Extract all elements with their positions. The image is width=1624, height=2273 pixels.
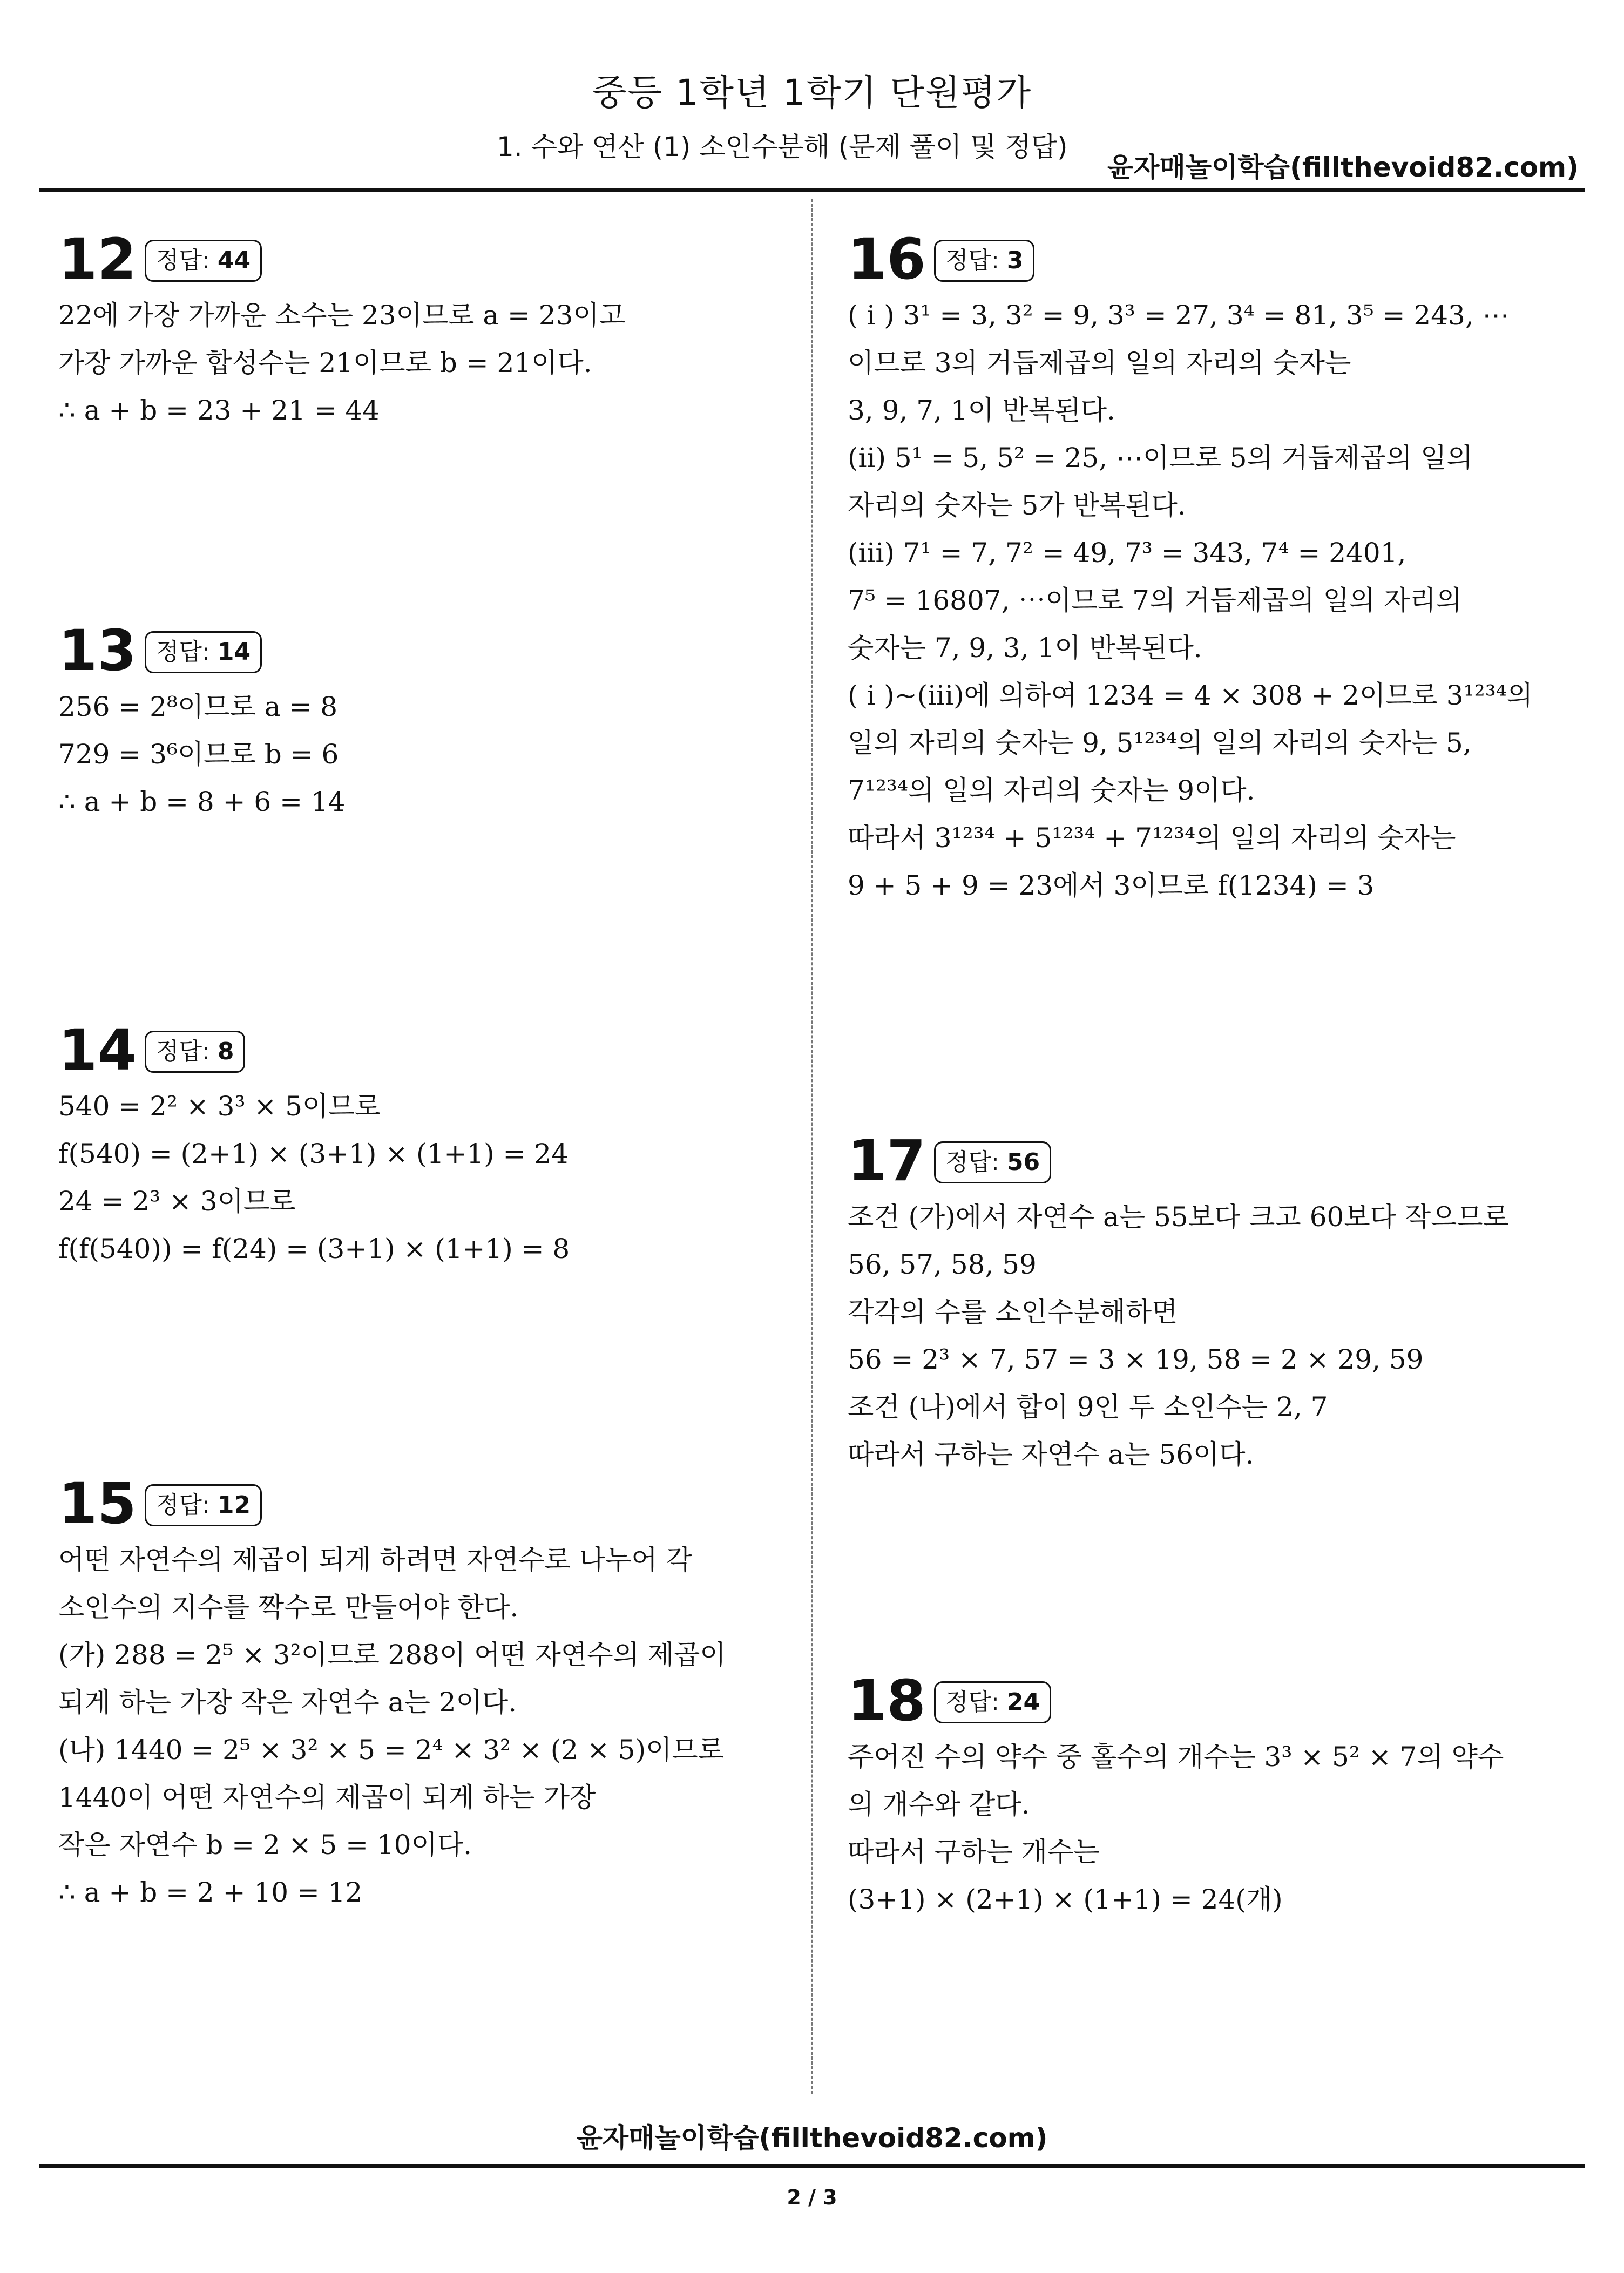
problem-number: 17 (848, 1128, 926, 1194)
solution-line: 7¹²³⁴의 일의 자리의 숫자는 9이다. (848, 775, 1255, 806)
solution-line: (3+1) × (2+1) × (1+1) = 24(개) (848, 1884, 1283, 1915)
solution-line: 작은 자연수 b = 2 × 5 = 10이다. (58, 1829, 472, 1861)
solution-line: 1440이 어떤 자연수의 제곱이 되게 하는 가장 (58, 1782, 596, 1813)
solution-line: 주어진 수의 약수 중 홀수의 개수는 3³ × 5² × 7의 약수 (848, 1741, 1504, 1773)
solution-line: 22에 가장 가까운 소수는 23이므로 a = 23이고 (58, 300, 626, 331)
answer-value: 8 (217, 1038, 234, 1065)
solution-line: 되게 하는 가장 작은 자연수 a는 2이다. (58, 1687, 517, 1718)
answer-badge (934, 1681, 1051, 1723)
answer-label: 정답: (156, 247, 210, 274)
footer-rule (39, 2164, 1585, 2168)
solution-line: 각각의 수를 소인수분해하면 (848, 1296, 1178, 1328)
problem-15 (58, 1471, 726, 1916)
page-header (0, 0, 1624, 194)
problem-number: 14 (58, 1017, 137, 1083)
answer-badge (145, 1031, 245, 1073)
solution-line: f(540) = (2+1) × (3+1) × (1+1) = 24 (58, 1138, 569, 1169)
solution-line: (iii) 7¹ = 7, 7² = 49, 7³ = 343, 7⁴ = 2401, (848, 537, 1406, 569)
problem-17 (848, 1128, 1509, 1478)
answer-badge (934, 240, 1034, 282)
column-divider (811, 199, 813, 2094)
page-subtitle: 1. 수와 연산 (1) 소인수분해 (문제 풀이 및 정답) (497, 131, 1068, 163)
solution-line: 자리의 숫자는 5가 반복된다. (848, 490, 1186, 521)
answer-label: 정답: (945, 1688, 999, 1716)
problem-12 (58, 227, 625, 434)
solution-line: 729 = 3⁶이므로 b = 6 (58, 739, 339, 770)
solution-line: 조건 (나)에서 합이 9인 두 소인수는 2, 7 (848, 1391, 1328, 1423)
solution-line: 따라서 구하는 개수는 (848, 1836, 1100, 1868)
answer-badge (934, 1141, 1051, 1183)
problem-14 (58, 1018, 570, 1273)
answer-value: 24 (1006, 1688, 1040, 1716)
answer-badge (145, 1484, 262, 1526)
solution-line: 9 + 5 + 9 = 23에서 3이므로 f(1234) = 3 (848, 870, 1375, 901)
page-title: 중등 1학년 1학기 단원평가 (592, 72, 1032, 113)
answer-value: 12 (217, 1491, 251, 1519)
solution-line: ( i ) 3¹ = 3, 3² = 9, 3³ = 27, 3⁴ = 81, 3⁵ = 243, ⋯ (848, 300, 1510, 331)
answer-badge (145, 631, 262, 673)
solution-line: (ii) 5¹ = 5, 5² = 25, ⋯이므로 5의 거듭제곱의 일의 (848, 442, 1473, 473)
solution-line: ∴ a + b = 8 + 6 = 14 (58, 786, 346, 817)
solution-line: (가) 288 = 2⁵ × 3²이므로 288이 어떤 자연수의 제곱이 (58, 1639, 726, 1670)
solution-line: 256 = 2⁸이므로 a = 8 (58, 691, 338, 722)
answer-value: 14 (217, 638, 251, 666)
solution-line: 7⁵ = 16807, ⋯이므로 7의 거듭제곱의 일의 자리의 (848, 585, 1462, 616)
solution-line: f(f(540)) = f(24) = (3+1) × (1+1) = 8 (58, 1233, 570, 1264)
answer-label: 정답: (945, 247, 999, 274)
problem-number: 18 (848, 1668, 926, 1734)
problem-18 (848, 1668, 1504, 1923)
solution-line: ∴ a + b = 2 + 10 = 12 (58, 1877, 363, 1908)
solution-line: 3, 9, 7, 1이 반복된다. (848, 395, 1115, 426)
header-brand: 윤자매놀이학습(fillthevoid82.com) (1107, 152, 1579, 183)
solution-line: 540 = 2² × 3³ × 5이므로 (58, 1091, 381, 1122)
problem-number: 12 (58, 226, 137, 292)
solution-line: ∴ a + b = 23 + 21 = 44 (58, 395, 380, 426)
answer-badge (145, 240, 262, 282)
problem-number: 16 (848, 226, 926, 292)
solution-line: 의 개수와 같다. (848, 1789, 1030, 1820)
answer-label: 정답: (156, 1038, 210, 1065)
answer-value: 44 (217, 247, 251, 274)
answer-value: 3 (1006, 247, 1024, 274)
problem-13 (58, 618, 346, 826)
header-rule (39, 188, 1585, 192)
solution-line: 가장 가까운 합성수는 21이므로 b = 21이다. (58, 347, 592, 378)
solution-line: 숫자는 7, 9, 3, 1이 반복된다. (848, 632, 1202, 664)
solution-line: (나) 1440 = 2⁵ × 3² × 5 = 2⁴ × 3² × (2 × 5)이므로 (58, 1734, 724, 1765)
problem-16 (848, 227, 1533, 909)
solution-line: 따라서 구하는 자연수 a는 56이다. (848, 1439, 1254, 1470)
problem-number: 15 (58, 1471, 137, 1537)
problem-number: 13 (58, 618, 137, 684)
solution-line: 24 = 2³ × 3이므로 (58, 1186, 296, 1217)
solution-line: ( i )~(iii)에 의하여 1234 = 4 × 308 + 2이므로 3¹²³⁴의 (848, 680, 1533, 711)
solution-line: 따라서 3¹²³⁴ + 5¹²³⁴ + 7¹²³⁴의 일의 자리의 숫자는 (848, 822, 1456, 854)
answer-label: 정답: (945, 1148, 999, 1176)
solution-line: 56, 57, 58, 59 (848, 1249, 1037, 1280)
solution-line: 어떤 자연수의 제곱이 되게 하려면 자연수로 나누어 각 (58, 1544, 692, 1575)
solution-line: 일의 자리의 숫자는 9, 5¹²³⁴의 일의 자리의 숫자는 5, (848, 727, 1472, 759)
footer-brand: 윤자매놀이학습(fillthevoid82.com) (576, 2122, 1048, 2154)
answer-value: 56 (1006, 1148, 1040, 1176)
answer-label: 정답: (156, 638, 210, 666)
solution-line: 조건 (가)에서 자연수 a는 55보다 크고 60보다 작으므로 (848, 1201, 1510, 1233)
solution-line: 소인수의 지수를 짝수로 만들어야 한다. (58, 1592, 519, 1623)
solution-line: 이므로 3의 거듭제곱의 일의 자리의 숫자는 (848, 347, 1351, 378)
answer-label: 정답: (156, 1491, 210, 1519)
page-number: 2 / 3 (787, 2186, 837, 2209)
solution-line: 56 = 2³ × 7, 57 = 3 × 19, 58 = 2 × 29, 59 (848, 1344, 1424, 1375)
